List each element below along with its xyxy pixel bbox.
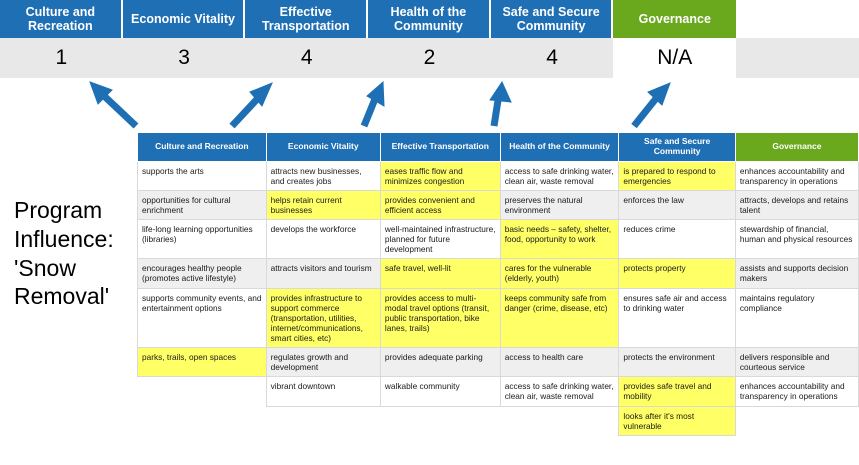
matrix-cell: helps retain current businesses — [266, 190, 380, 219]
matrix-cell: life-long learning opportunities (libraries) — [138, 219, 267, 258]
table-row — [138, 288, 859, 348]
matrix-cell: provides infrastructure to support commerce (transportation, utilities, internet/communications, smart cities, etc) — [266, 288, 380, 348]
matrix-cell: keeps community safe from danger (crime, disease, etc) — [500, 288, 619, 348]
matrix-cell: eases traffic flow and minimizes congestion — [380, 161, 500, 190]
matrix-cell: protects the environment — [619, 348, 735, 377]
pillar-header-label: Effective Transportation — [261, 5, 350, 33]
score-health-of-the-community: 2 — [368, 38, 491, 78]
pillar-header-safe-and-secure-community — [491, 0, 614, 38]
pillar-header-label: Governance — [638, 12, 711, 26]
matrix-cell: maintains regulatory compliance — [735, 288, 858, 348]
matrix-cell: attracts visitors and tourism — [266, 259, 380, 288]
matrix-cell: develops the workforce — [266, 219, 380, 258]
matrix-cell-empty — [138, 377, 267, 406]
score-bar — [0, 38, 859, 78]
matrix-cell: attracts new businesses, and creates jobs — [266, 161, 380, 190]
score-culture-and-recreation: 1 — [0, 38, 123, 78]
matrix-cell-empty — [138, 406, 267, 435]
matrix-cell: stewardship of financial, human and physical resources — [735, 219, 858, 258]
matrix-cell: walkable community — [380, 377, 500, 406]
matrix-cell: access to health care — [500, 348, 619, 377]
matrix-cell-empty — [266, 406, 380, 435]
pillar-header-label: Health of the Community — [390, 5, 467, 33]
matrix-cell: preserves the natural environment — [500, 190, 619, 219]
table-row — [138, 377, 859, 406]
matrix-cell: vibrant downtown — [266, 377, 380, 406]
matrix-header-economic-vitality: Economic Vitality — [266, 133, 380, 162]
matrix-cell: supports community events, and entertainment options — [138, 288, 267, 348]
matrix-cell: provides convenient and efficient access — [380, 190, 500, 219]
matrix-cell: access to safe drinking water, clean air, waste removal — [500, 377, 619, 406]
pillar-header-label: Economic Vitality — [131, 12, 236, 26]
pillar-header-economic-vitality — [123, 0, 246, 38]
matrix-cell-empty — [380, 406, 500, 435]
program-influence-caption: Program Influence: 'Snow Removal' — [14, 197, 114, 310]
table-row — [138, 348, 859, 377]
pillar-header-label: Safe and Secure Community — [502, 5, 600, 33]
pillar-header-culture-and-recreation — [0, 0, 123, 38]
arrow-up-icon-economic-vitality — [218, 80, 278, 130]
matrix-cell: assists and supports decision makers — [735, 259, 858, 288]
table-row — [138, 190, 859, 219]
pillar-header-bar — [0, 0, 859, 38]
matrix-cell: regulates growth and development — [266, 348, 380, 377]
matrix-cell: is prepared to respond to emergencies — [619, 161, 735, 190]
score-safe-and-secure-community: 4 — [491, 38, 614, 78]
matrix-cell-empty — [735, 406, 858, 435]
score-governance: N/A — [613, 38, 736, 78]
table-row — [138, 161, 859, 190]
table-row — [138, 259, 859, 288]
matrix-cell: parks, trails, open spaces — [138, 348, 267, 377]
matrix-cell: looks after it's most vulnerable — [619, 406, 735, 435]
matrix-cell: basic needs – safety, shelter, food, opportunity to work — [500, 219, 619, 258]
matrix-cell: provides access to multi-modal travel options (transit, public transportation, bike lanes, trails) — [380, 288, 500, 348]
matrix-cell: safe travel, well-lit — [380, 259, 500, 288]
matrix-cell: well-maintained infrastructure, planned for future development — [380, 219, 500, 258]
table-row — [138, 219, 859, 258]
matrix-header-effective-transportation: Effective Transportation — [380, 133, 500, 162]
matrix-header-culture-and-recreation: Culture and Recreation — [138, 133, 267, 162]
pillar-header-label: Culture and Recreation — [25, 5, 96, 33]
matrix-cell: reduces crime — [619, 219, 735, 258]
arrow-up-icon-effective-transportation — [352, 80, 398, 130]
pillar-header-effective-transportation — [245, 0, 368, 38]
score-economic-vitality: 3 — [123, 38, 246, 78]
matrix-cell: attracts, develops and retains talent — [735, 190, 858, 219]
pillar-header-health-of-the-community — [368, 0, 491, 38]
table-row — [138, 406, 859, 435]
matrix-cell: delivers responsible and courteous service — [735, 348, 858, 377]
matrix-cell: enhances accountability and transparency in operations — [735, 161, 858, 190]
matrix-cell: access to safe drinking water, clean air, waste removal — [500, 161, 619, 190]
arrow-up-icon-culture-and-recreation — [78, 80, 148, 130]
arrow-up-icon-safe-and-secure-community — [622, 80, 678, 130]
matrix-cell-empty — [500, 406, 619, 435]
matrix-cell: opportunities for cultural enrichment — [138, 190, 267, 219]
matrix-cell: cares for the vulnerable (elderly, youth) — [500, 259, 619, 288]
matrix-cell: protects property — [619, 259, 735, 288]
matrix-cell: enhances accountability and transparency in operations — [735, 377, 858, 406]
matrix-cell: provides safe travel and mobility — [619, 377, 735, 406]
matrix-cell: provides adequate parking — [380, 348, 500, 377]
matrix-header-health-of-the-community: Health of the Community — [500, 133, 619, 162]
matrix-header-safe-and-secure-community: Safe and Secure Community — [619, 133, 735, 162]
matrix-cell: encourages healthy people (promotes active lifestyle) — [138, 259, 267, 288]
pillar-header-governance — [613, 0, 736, 38]
arrow-up-icon-health-of-the-community — [480, 80, 520, 130]
matrix-cell: supports the arts — [138, 161, 267, 190]
score-effective-transportation: 4 — [245, 38, 368, 78]
matrix-cell: ensures safe air and access to drinking water — [619, 288, 735, 348]
matrix-cell: enforces the law — [619, 190, 735, 219]
matrix-header-governance: Governance — [735, 133, 858, 162]
pillar-outcomes-matrix — [137, 132, 859, 436]
matrix-header-row — [138, 133, 859, 162]
